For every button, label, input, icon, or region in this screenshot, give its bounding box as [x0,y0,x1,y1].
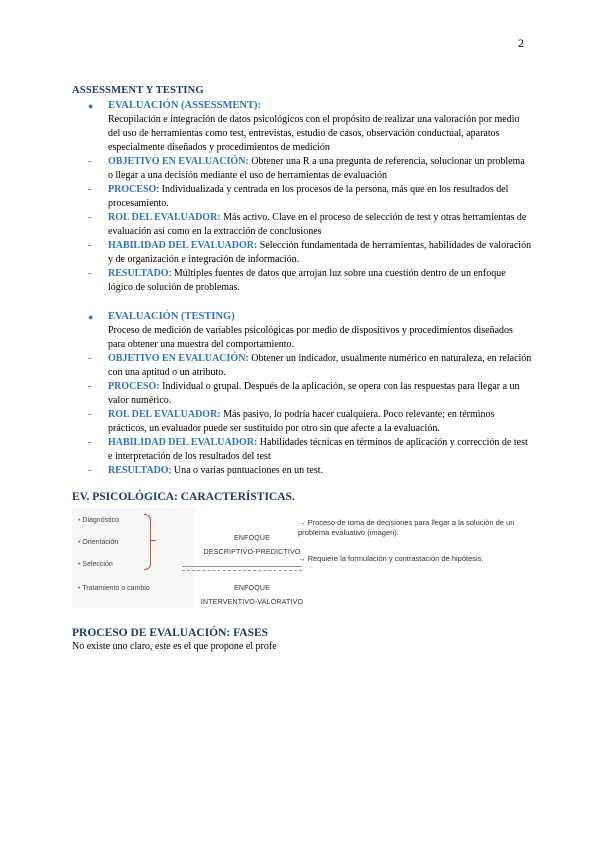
dash-icon: - [88,437,92,448]
bullet-icon: ● [88,312,94,322]
section-heading-assessment: ASSESSMENT Y TESTING [72,85,204,96]
brace-tick [150,540,156,541]
list-item [72,211,532,239]
diagram-note-2: → Requiere la formulación y contrastación de hipótesis. [298,554,484,563]
bullet-evaluacion-assessment [72,99,532,113]
divider-dashed-line [182,570,302,571]
bullet-evaluacion-testing [72,310,532,324]
dash-icon: - [88,381,92,392]
diagram-note-1: → Proceso de toma de decisiones para llegar a la solución de un problema evaluativo (imagen). [298,518,515,537]
dash-icon: - [88,465,92,476]
list-item-label: RESULTADO [108,268,169,279]
list-item-text: Obtener un indicador, usualmente numérico en naturaleza, en relación con una aptitud o un atributo. [108,353,532,378]
list-item [72,380,532,408]
list-item-text: Obtener una R a una pregunta de referencia, solucionar un problema o llegar a una decisión mediante el uso de herramientas de evaluación [108,156,525,181]
list-item-label: PROCESO: [108,381,160,392]
bullet-icon: ● [88,101,94,111]
dash-icon: - [88,409,92,420]
dash-icon: - [88,184,92,195]
list-item-text: Individual o grupal. Después de la aplicación, se opera con las respuestas para llegar a un valor numérico. [108,381,520,406]
dash-icon: - [88,156,92,167]
list-item [72,464,532,478]
diagram-item-tratamiento: • Tratamiento o cambio [78,585,150,592]
list-item [72,183,532,211]
list-item-label: PROCESO [108,184,157,195]
document-body [72,84,532,654]
bullet-title: EVALUACIÓN (TESTING) [108,311,235,322]
characteristics-diagram [72,508,532,608]
spacer [72,608,532,626]
list-item [72,239,532,267]
list-item [72,155,532,183]
list-item-text: : Múltiples fuentes de datos que arrojan luz sobre una cuestión dentro de un enfoque lógico de solución de problemas. [108,268,506,293]
paragraph: No existe uno claro, este es el que propone el profe [72,641,277,652]
section-heading-caracteristicas: EV. PSICOLÓGICA: CARACTERÍSTICAS. [72,491,295,503]
list-item [72,352,532,380]
list-item [72,408,532,436]
list-item [72,436,532,464]
list-item-text: Selección fundamentada de herramientas, habilidades de valoración y de organización e integración de información. [108,240,532,265]
list-item-label: ROL DEL EVALUADOR: [108,212,221,223]
dash-icon: - [88,212,92,223]
divider-line [182,566,302,567]
page-number: 2 [518,36,524,50]
list-item-label: HABILIDAD DEL EVALUADOR: [108,240,258,251]
dash-icon: - [88,240,92,251]
list-item-label: ROL DEL EVALUADOR: [108,409,221,420]
diagram-item-orientacion: • Orientación [78,539,119,546]
list-item-text: : Una o varias puntuaciones en un test. [168,465,323,476]
section-heading-fases: PROCESO DE EVALUACIÓN: FASES [72,627,269,639]
diagram-item-diagnostico: • Diagnóstico [78,517,119,524]
brace-shape [144,514,151,570]
spacer [72,295,532,309]
list-item-label: RESULTADO [108,465,169,476]
enfoque-descriptivo: ENFOQUE DESCRIPTIVO-PREDICTIVO [203,535,301,556]
list-item-label: HABILIDAD DEL EVALUADOR: [108,437,258,448]
spacer [72,478,532,490]
dash-icon: - [88,268,92,279]
enfoque-interventivo: ENFOQUE INTERVENTIVO-VALORATIVO [200,585,304,606]
list-item-text: Más pasivo, lo podría hacer cualquiera. Poco relevante; en términos prácticos, un evaluador puede ser sustituido por otro sin que afecte a la evaluación. [108,409,495,434]
bullet-title: EVALUACIÓN (ASSESSMENT): [108,100,261,111]
list-item [72,267,532,295]
list-item-text: : Individualizada y centrada en los procesos de la persona, más que en los resultados del procesamiento. [108,184,509,209]
list-item-label: OBJETIVO EN EVALUACIÓN: [108,156,249,167]
list-item-label: OBJETIVO EN EVALUACIÓN: [108,353,249,364]
diagram-item-seleccion: • Selección [78,561,113,568]
list-item-text: Habilidades técnicas en términos de aplicación y corrección de test e interpretación de los resultados del test [108,437,528,462]
paragraph: Proceso de medición de variables psicológicas por medio de dispositivos y procedimientos diseñados para obtener una muestra del comportamiento. [108,325,513,350]
list-item-text: Más activo. Clave en el proceso de selección de test y otras herramientas de evaluación así como en la extracción de conclusiones [108,212,527,237]
paragraph: Recopilación e integración de datos psicológicos con el propósito de realizar una valoración por medio del uso de herramientas como test, entrevistas, estudio de casos, observación conductual, aparatos especialmente diseñados y procedimientos de medición [108,114,520,153]
dash-icon: - [88,353,92,364]
